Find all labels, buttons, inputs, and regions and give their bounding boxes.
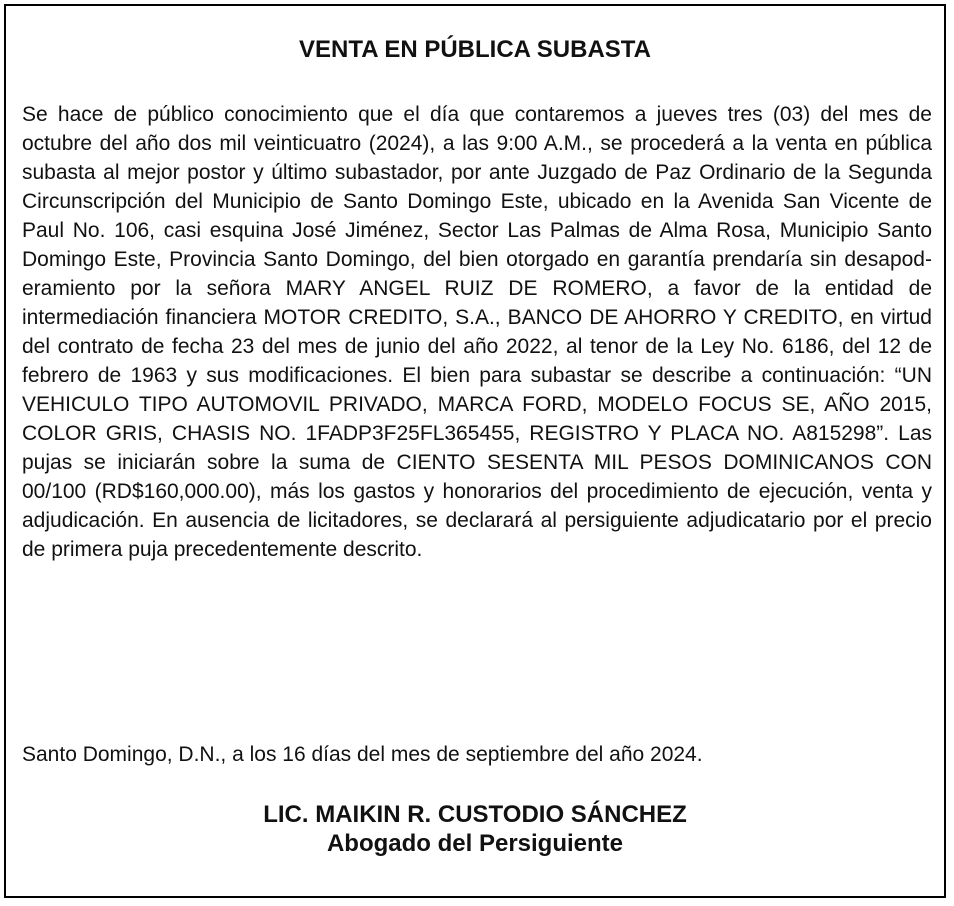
signature-name: LIC. MAIKIN R. CUSTODIO SÁNCHEZ [263, 801, 687, 828]
notice-frame [4, 4, 946, 898]
notice-body: Se hace de público conocimiento que el día que contaremos a jueves tres (03) del mes de octubre del año dos mil veinticuatro (2024), a las 9:00 A.M., se procederá a la venta en pública subasta al mejor postor y último subastador, por ante Juzgado de Paz Ordinario de la Segunda Circunscripción del Municipio de Santo Domingo Este, ubicado en la Avenida San Vicente de Paul No. 106, casi esquina José Jiménez, Sector Las Palmas de Alma Rosa, Municipio Santo Domingo Este, Provincia Santo Domingo, del bien otorgado en garantía prendaría sin desapoderamiento por la señora MARY ANGEL RUIZ DE ROMERO, a favor de la entidad de intermediación financiera MOTOR CREDITO, S.A., BANCO DE AHORRO Y CREDITO, en virtud del contrato de fecha 23 del mes de junio del año 2022, al tenor de la Ley No. 6186, del 12 de febrero de 1963 y sus modificaciones. El bien para subastar se describe a continuación: “UN VEHICULO TIPO AUTOMOVIL PRIVADO, MARCA FORD, MODELO FOCUS SE, AÑO 2015, COLOR GRIS, CHASIS NO. 1FADP3F25FL365455, REGISTRO Y PLACA NO. A815298”. Las pujas se iniciarán sobre la suma de CIENTO SESENTA MIL PESOS DOMINICANOS CON 00/100 (RD$160,000.00), más los gastos y honorarios del procedimiento de ejecución, venta y adjudicación. En ausencia de licitadores, se declarará al persiguiente adjudicatario por el precio de primera puja precedentemente descrito. [22, 103, 932, 561]
notice-date-line: Santo Domingo, D.N., a los 16 días del mes de septiembre del año 2024. [22, 743, 703, 766]
notice-title: VENTA EN PÚBLICA SUBASTA [298, 36, 651, 63]
signature-block [6, 800, 944, 858]
signature-role: Abogado del Persiguiente [326, 830, 624, 857]
